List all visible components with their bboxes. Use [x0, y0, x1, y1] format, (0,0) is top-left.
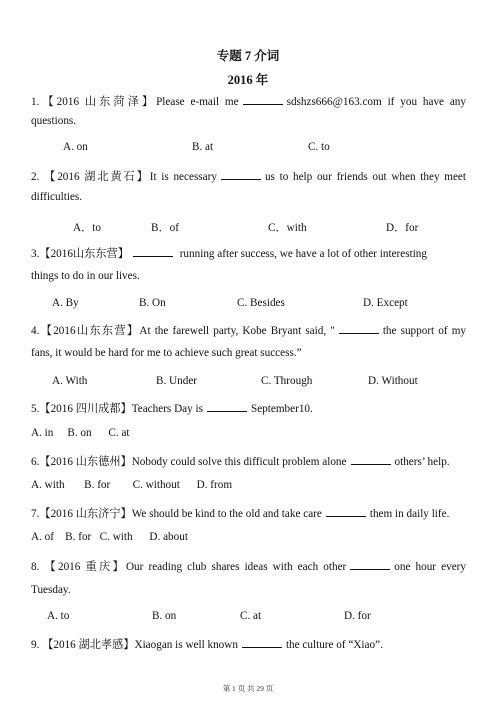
option: A. With [52, 375, 88, 387]
page-title: 专题 7 介词 [216, 49, 280, 63]
option: D．for [386, 222, 419, 234]
question-9: 9. 【2016 湖北孝感】Xiaogan is well known the culture of “Xiao”. [31, 639, 383, 651]
question-8-cont: Tuesday. [31, 584, 71, 596]
answer-blank[interactable] [207, 402, 247, 412]
option: D. Without [368, 375, 418, 387]
question-2: 2. 【2016 湖北黄石】It is necessary us to help our friends out when they meet [31, 171, 466, 183]
question-4: 4.【2016山东东营】At the farewell party, Kobe Bryant said, " the support of my [31, 325, 466, 337]
question-7: 7.【2016 山东济宁】We should be kind to the old and take care them in daily life. [31, 508, 450, 520]
answer-blank[interactable] [350, 560, 390, 570]
question-2-cont: difficulties. [31, 191, 83, 203]
question-5: 5.【2016 四川成都】Teachers Day is September10. [31, 403, 313, 415]
question-7-options: A. of B. for C. with D. about [31, 531, 188, 543]
option: D. for [344, 610, 371, 622]
option: D. Except [363, 297, 408, 309]
question-5-options: A. in B. on C. at [31, 427, 130, 439]
question-6: 6.【2016 山东德州】Nobody could solve this difficult problem alone others’ help. [31, 456, 450, 468]
question-8: 8. 【2016 重庆】Our reading club shares ideas with each other one hour every [31, 561, 466, 573]
question-3-cont: things to do in our lives. [31, 270, 140, 282]
question-3: 3.【2016山东东营】 running after success, we have a lot of other interesting [31, 248, 427, 260]
option: C．with [268, 222, 307, 234]
answer-blank[interactable] [243, 95, 283, 105]
question-4-cont: fans, it would be hard for me to achieve such great success.” [31, 347, 302, 359]
option: A. By [52, 297, 79, 309]
option: C. to [308, 141, 330, 153]
option: B. On [139, 297, 166, 309]
option: C. at [240, 610, 262, 622]
answer-blank[interactable] [221, 170, 261, 180]
option: C. Through [261, 375, 313, 387]
option: B. at [192, 141, 214, 153]
option: B. Under [156, 375, 198, 387]
answer-blank[interactable] [242, 638, 282, 648]
answer-blank[interactable] [339, 324, 379, 334]
answer-blank[interactable] [326, 507, 366, 517]
question-6-options: A. with B. for C. without D. from [31, 479, 233, 491]
option: B．of [151, 222, 179, 234]
question-1: 1.【2016 山东菏泽】Please e-mail me sdshzs666@163.com if you have any [31, 96, 466, 108]
year-heading: 2016 年 [227, 73, 269, 87]
answer-blank[interactable] [351, 455, 391, 465]
question-1-cont: questions. [31, 115, 77, 127]
answer-blank[interactable] [133, 247, 173, 257]
option: A. on [63, 141, 88, 153]
option: C. Besides [237, 297, 285, 309]
option: A．to [73, 222, 101, 234]
page-footer: 第 1 页 共 29 页 [222, 684, 274, 693]
option: B. on [152, 610, 177, 622]
option: A. to [47, 610, 70, 622]
